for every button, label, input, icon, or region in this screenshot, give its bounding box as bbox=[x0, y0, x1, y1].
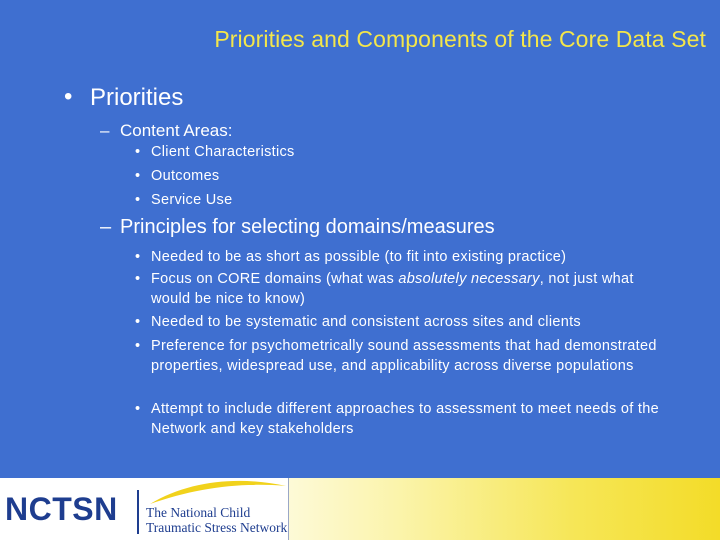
list-item-text bbox=[151, 270, 660, 309]
list-item-text-part: Focus on CORE domains (what was bbox=[151, 271, 399, 287]
list-item-text: Attempt to include different approaches to assessment to meet needs of the Network and key stakeholders bbox=[151, 401, 659, 437]
list-item bbox=[135, 143, 660, 163]
org-name bbox=[146, 505, 287, 535]
dash-icon: – bbox=[100, 121, 110, 140]
bullet-icon: • bbox=[135, 168, 141, 184]
content-areas-heading: Content Areas: bbox=[120, 121, 233, 140]
bullet-icon: • bbox=[64, 83, 73, 110]
principles-heading: Principles for selecting domains/measures bbox=[120, 216, 495, 238]
list-item bbox=[135, 191, 660, 211]
bullet-icon: • bbox=[135, 314, 141, 330]
bullet-icon: • bbox=[135, 249, 141, 265]
list-item bbox=[135, 337, 660, 376]
slide-title: Priorities and Components of the Core Data Set bbox=[214, 26, 706, 52]
bullet-icon: • bbox=[135, 338, 141, 354]
logo-wordmark: NCTSN bbox=[5, 491, 118, 527]
list-item-text-part: , not just what would be nice to know) bbox=[151, 271, 634, 307]
org-name-line2: Traumatic Stress Network bbox=[146, 520, 288, 535]
bullet-icon: • bbox=[135, 401, 141, 417]
list-item-text: Outcomes bbox=[151, 168, 220, 184]
list-item-text: Client Characteristics bbox=[151, 144, 295, 160]
bullet-icon: • bbox=[135, 192, 141, 208]
org-name-line1: The National Child bbox=[146, 505, 251, 520]
emphasis-text: absolutely necessary bbox=[398, 271, 540, 287]
list-item bbox=[135, 400, 660, 439]
dash-icon: – bbox=[100, 216, 112, 238]
list-item-text: Service Use bbox=[151, 192, 233, 208]
list-item-text: Preference for psychometrically sound assessments that had demonstrated properties, widespread use, and applicability across diverse populations bbox=[151, 338, 657, 374]
list-item-text: Needed to be systematic and consistent across sites and clients bbox=[151, 314, 581, 330]
list-item bbox=[135, 167, 660, 187]
list-item bbox=[135, 270, 660, 309]
section-heading: Priorities bbox=[90, 84, 184, 111]
bullet-icon: • bbox=[135, 144, 141, 160]
bullet-icon: • bbox=[135, 271, 141, 287]
nctsn-logo bbox=[0, 478, 289, 540]
list-item bbox=[135, 313, 660, 333]
list-item bbox=[135, 248, 660, 268]
logo-divider bbox=[137, 490, 139, 534]
list-item-text: Needed to be as short as possible (to fit into existing practice) bbox=[151, 249, 567, 265]
footer-band bbox=[0, 478, 720, 540]
